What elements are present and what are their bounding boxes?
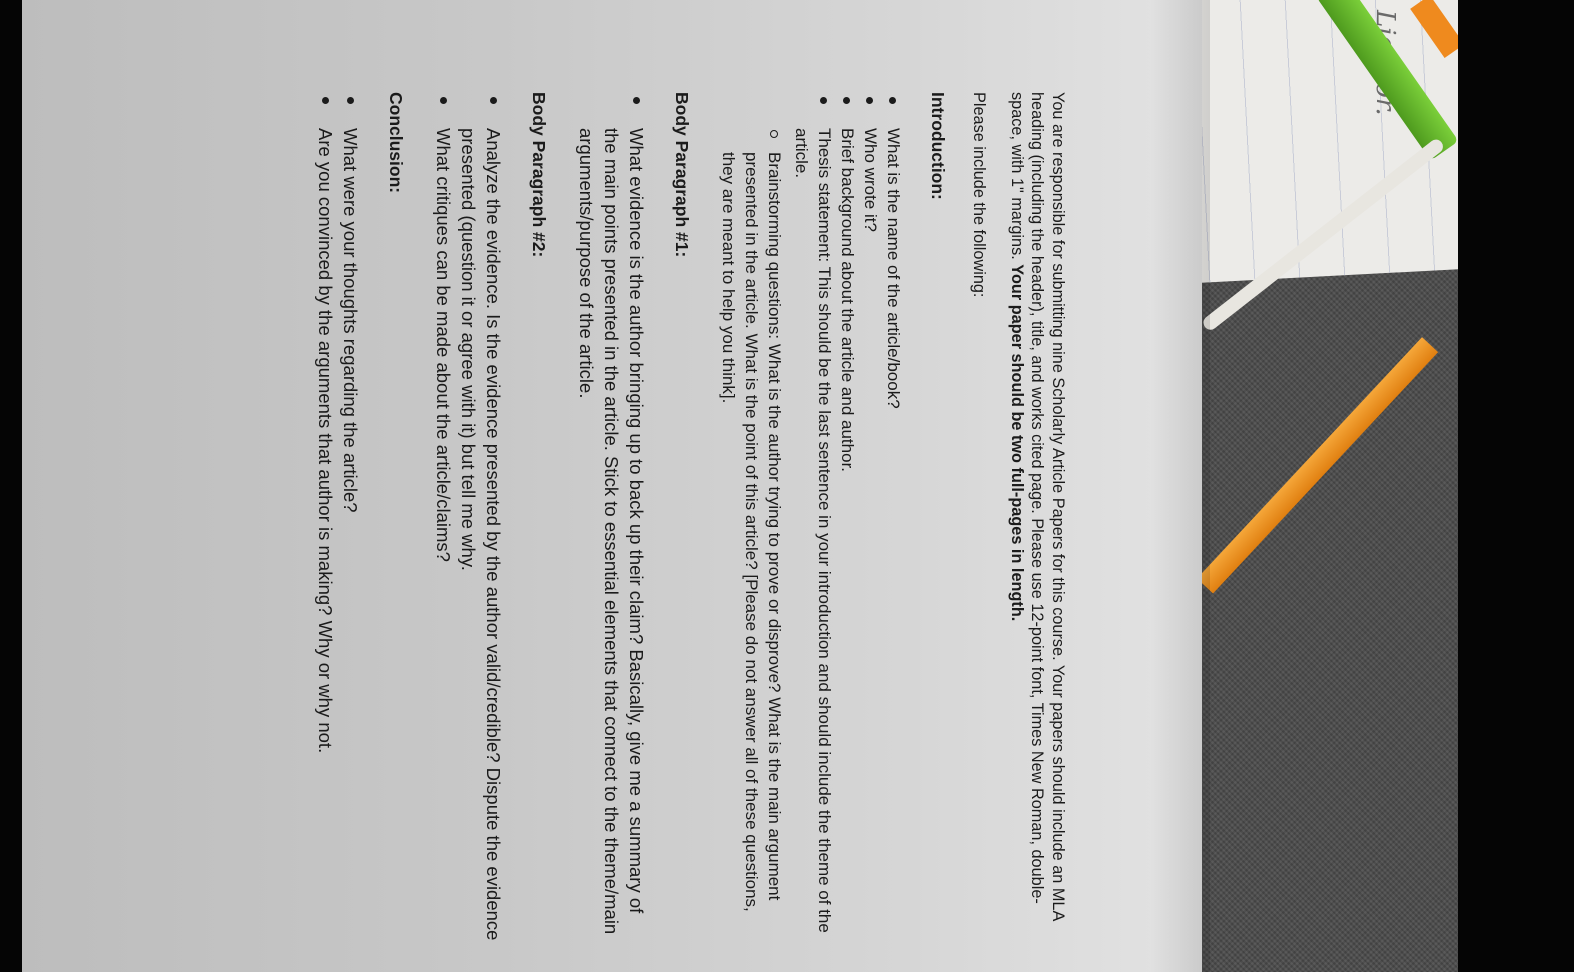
thesis-text: Thesis statement: This should be the last sentence in your introduction and should include the theme of the article.	[792, 128, 834, 933]
assignment-intro	[1007, 92, 1069, 942]
intro-bold-text: Your paper should be two full-pages in length.	[1008, 264, 1026, 622]
body1-list	[574, 92, 649, 942]
introduction-heading: Introduction:	[928, 92, 948, 200]
include-text: Please include the following:	[970, 92, 989, 298]
list-item: Are you convinced by the arguments that author is making? Why or why not.	[313, 92, 338, 942]
list-item-thesis	[717, 92, 836, 942]
conclusion-list	[313, 92, 363, 942]
list-item: Who wrote it?	[859, 92, 882, 942]
list-item: Analyze the evidence. Is the evidence presented by the author valid/credible? Dispute the evidence presented (question it or agree with it) but tell me why.	[456, 92, 506, 942]
page-content	[289, 92, 1068, 942]
list-item: What evidence is the author bringing up to back up their claim? Basically, give me a summary of the main points presented in the article. Stick to essential elements that connect to the theme/main arguments/purpose of the article.	[574, 92, 649, 942]
conclusion-heading: Conclusion:	[386, 92, 406, 194]
right-border	[1458, 0, 1574, 972]
page-shadow	[1150, 0, 1210, 972]
list-item: What is the name of the article/book?	[882, 92, 905, 942]
brainstorm-item: Brainstorming questions: What is the author trying to prove or disprove? What is the main argument presented in the article. What is the point of this article? [Please do not answer all of these questions, they are meant to help you think].	[717, 128, 786, 942]
list-item: Brief background about the article and author.	[836, 92, 859, 942]
body2-list	[431, 92, 506, 942]
list-item: What were your thoughts regarding the article?	[338, 92, 363, 942]
intro-text: You are responsible for submitting nine Scholarly Article Papers for this course. Your papers should include an MLA heading (including the header), title, and works cited page. Please use 12-point font, Times New Roman, double-space, with 1" margins.	[1008, 92, 1067, 921]
body2-heading: Body Paragraph #2:	[529, 92, 549, 258]
brainstorm-list	[717, 128, 786, 942]
list-item: What critiques can be made about the article/claims?	[431, 92, 456, 942]
introduction-list	[717, 92, 905, 942]
left-border	[0, 0, 22, 972]
body1-heading: Body Paragraph #1:	[672, 92, 692, 258]
